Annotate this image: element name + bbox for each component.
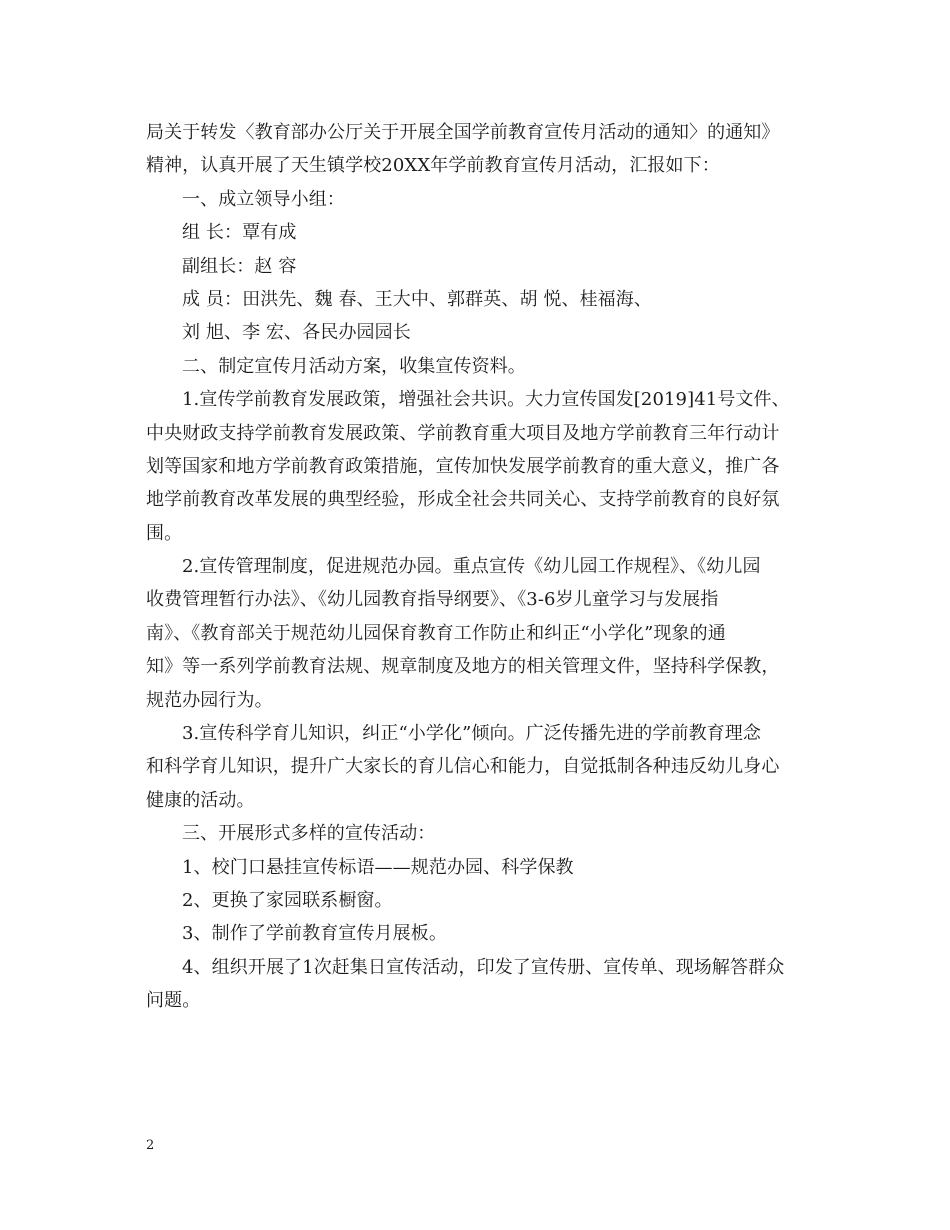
section-heading: 一、成立领导小组： (182, 188, 345, 210)
section-heading: 二、制定宣传月活动方案，收集宣传资料。 (182, 355, 526, 377)
text-line: 1.宣传学前教育发展政策，增强社会共识。大力宣传国发[2019]41号文件、 (182, 389, 790, 411)
text-line: 划等国家和地方学前教育政策措施，宣传加快发展学前教育的重大意义，推广各 (146, 455, 780, 477)
text-line: 2.宣传管理制度，促进规范办园。重点宣传《幼儿园工作规程》、《幼儿园 (182, 556, 761, 578)
text-line: 和科学育儿知识，提升广大家长的育儿信心和能力，自觉抵制各种违反幼儿身心 (146, 756, 780, 778)
list-item: 3、制作了学前教育宣传月展板。 (182, 923, 447, 945)
text-line: 3.宣传科学育儿知识，纠正“小学化”倾向。广泛传播先进的学前教育理念 (182, 723, 761, 745)
text-line: 健康的活动。 (146, 789, 255, 811)
text-line: 围。 (146, 522, 183, 544)
text-line: 地学前教育改革发展的典型经验，形成全社会共同关心、支持学前教育的良好氛 (146, 489, 780, 511)
list-item: 1、校门口悬挂宣传标语——规范办园、科学保教 (182, 856, 574, 878)
section-heading: 三、开展形式多样的宣传活动： (182, 823, 436, 845)
text-line: 组 长：覃有成 (182, 222, 297, 244)
text-line: 规范办园行为。 (146, 689, 273, 711)
list-item: 2、更换了家园联系橱窗。 (182, 889, 393, 911)
page-number: 2 (146, 1138, 155, 1153)
text-line: 知》等一系列学前教育法规、规章制度及地方的相关管理文件，坚持科学保教， (146, 656, 780, 678)
text-line: 收费管理暂行办法》、《幼儿园教育指导纲要》、《3-6岁儿童学习与发展指 (146, 589, 719, 611)
document-body (146, 116, 810, 1018)
text-line: 南》、《教育部关于规范幼儿园保育教育工作防止和纠正“小学化”现象的通 (146, 622, 726, 644)
text-line: 局关于转发〈教育部办公厅关于开展全国学前教育宣传月活动的通知〉的通知》 (146, 122, 780, 143)
text-line: 刘 旭、李 宏、各民办园园长 (182, 322, 411, 344)
text-line: 问题。 (146, 990, 201, 1012)
text-line: 中央财政支持学前教育发展政策、学前教育重大项目及地方学前教育三年行动计 (146, 422, 780, 444)
text-line: 精神，认真开展了天生镇学校20XX年学前教育宣传月活动，汇报如下： (146, 155, 720, 177)
list-item: 4、组织开展了1次赶集日宣传活动，印发了宣传册、宣传单、现场解答群众 (182, 956, 785, 978)
text-line: 副组长：赵 容 (182, 255, 297, 277)
text-line: 成 员：田洪先、魏 春、王大中、郭群英、胡 悦、桂福海、 (182, 288, 652, 310)
